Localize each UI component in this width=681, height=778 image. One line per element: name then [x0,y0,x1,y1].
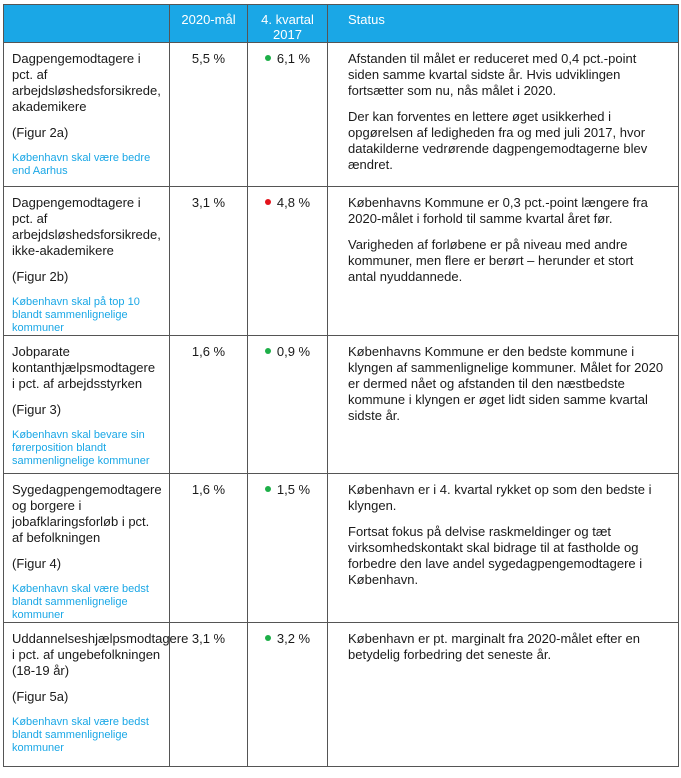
target-value: 1,6 % [191,344,226,359]
green-status-dot-icon [265,486,271,492]
header-goal-2020: 2020-mål [170,5,248,43]
metric-label: Uddannelseshjælpsmodtagere i pct. af ungebefolkningen (18-19 år) [12,631,189,678]
table-row [4,474,679,623]
metric-cell [4,187,170,336]
target-value: 3,1 % [191,195,226,210]
q4-value: 3,2 % [276,631,311,646]
status-paragraph: København er i 4. kvartal rykket op som den bedste i klyngen. [348,482,652,513]
metric-label: Jobparate kontanthjælpsmodtagere i pct. af arbejdsstyrken [12,344,156,391]
target-2020-cell [170,187,248,336]
goal-description: København skal være bedst blandt sammenlignelige kommuner [12,583,149,621]
figure-reference: (Figur 4) [12,556,62,571]
metric-label: Dagpengemodtagere i pct. af arbejdsløshedsforsikrede, akademikere [12,51,161,114]
red-status-dot-icon [265,199,271,205]
goal-description: København skal være bedre end Aarhus [12,152,151,177]
q4-2017-cell [248,187,328,336]
status-paragraph: Københavns Kommune er 0,3 pct.-point længere fra 2020-målet i forhold til samme kvartal året før. [348,195,648,226]
q4-value: 1,5 % [276,482,311,497]
green-status-dot-icon [265,55,271,61]
q4-2017-cell [248,623,328,767]
q4-2017-cell [248,474,328,623]
table-row [4,336,679,474]
status-paragraph: København er pt. marginalt fra 2020-målet efter en betydelig forbedring det seneste år. [348,631,640,662]
status-cell [328,336,679,474]
goal-description: København skal være bedst blandt sammenlignelige kommuner [12,716,149,754]
status-cell [328,43,679,187]
target-value: 5,5 % [191,51,226,66]
q4-value: 4,8 % [276,195,311,210]
header-status: Status [328,5,679,43]
target-2020-cell [170,336,248,474]
header-metric [4,5,170,43]
q4-value: 0,9 % [276,344,311,359]
green-status-dot-icon [265,635,271,641]
goals-status-table [3,4,679,767]
table-row [4,187,679,336]
status-cell [328,474,679,623]
table-row [4,623,679,767]
target-2020-cell [170,43,248,187]
status-paragraph: Fortsat fokus på delvise raskmeldinger og tæt virksomhedskontakt skal bidrage til at fastholde og forbedre den lave andel sygedagpengemodtagere i København. [348,524,643,587]
status-paragraph: Der kan forventes en lettere øget usikkerhed i opgørelsen af ledigheden fra og med juli 2017, hvor datakilderne vedrørende dagpengemodtagerne blev ændret. [348,109,648,172]
q4-2017-cell [248,336,328,474]
q4-value: 6,1 % [276,51,311,66]
q4-2017-cell [248,43,328,187]
target-value: 3,1 % [191,631,226,646]
status-paragraph: Københavns Kommune er den bedste kommune i klyngen af sammenlignelige kommuner. Målet for 2020 er dermed nået og afstanden til den næstbedste kommune i klyngen er øget lidt siden samme kvartal sidste år. [348,344,664,423]
metric-cell [4,336,170,474]
figure-reference: (Figur 2b) [12,269,69,284]
status-cell [328,623,679,767]
goal-description: København skal bevare sin førerposition blandt sammenlignelige kommuner [12,429,150,467]
green-status-dot-icon [265,348,271,354]
target-value: 1,6 % [191,482,226,497]
metric-cell [4,43,170,187]
metric-label: Dagpengemodtagere i pct. af arbejdsløshedsforsikrede, ikke-akademikere [12,195,161,258]
metric-cell [4,623,189,767]
status-paragraph: Varigheden af forløbene er på niveau med andre kommuner, men flere er berørt – herunder et stort antal nyuddannede. [348,237,634,284]
status-paragraph: Afstanden til målet er reduceret med 0,4 pct.-point siden samme kvartal sidste år. Hvis udviklingen fortsætter som nu, nås målet i 2020. [348,51,637,98]
target-2020-cell [170,474,248,623]
metric-cell [4,474,170,623]
header-row [4,5,679,43]
metric-label: Sygedagpengemodtagere og borgere i jobafklaringsforløb i pct. af befolkningen [12,482,162,545]
status-cell [328,187,679,336]
figure-reference: (Figur 5a) [12,689,69,704]
figure-reference: (Figur 3) [12,402,62,417]
goal-description: København skal på top 10 blandt sammenlignelige kommuner [12,296,140,334]
table-row [4,43,679,187]
figure-reference: (Figur 2a) [12,125,69,140]
header-q4-2017: 4. kvartal 2017 [248,5,328,43]
